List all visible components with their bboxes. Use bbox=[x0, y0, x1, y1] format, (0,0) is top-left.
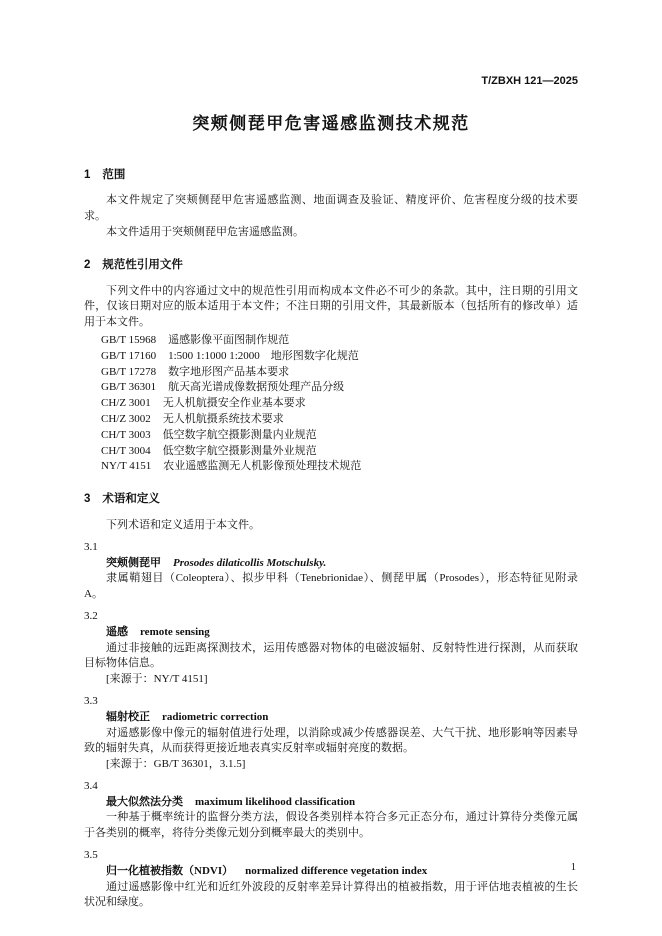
terms-intro: 下列术语和定义适用于本文件。 bbox=[106, 518, 260, 531]
term-definition: 隶属鞘翅目（Coleoptera）、拟步甲科（Tenebrionidae）、侧琵甲属（Prosodes），形态特征见附录A。 bbox=[84, 572, 578, 601]
term-entry bbox=[84, 779, 578, 842]
clause-number: 1 bbox=[84, 168, 91, 181]
reference-title: 低空数字航空摄影测量外业规范 bbox=[162, 444, 317, 457]
reference-title: 无人机航摄安全作业基本要求 bbox=[162, 397, 306, 410]
reference-code: GB/T 17278 bbox=[101, 365, 157, 378]
clause-number: 2 bbox=[84, 258, 91, 271]
clause-3-heading bbox=[84, 492, 578, 508]
term-name-en: normalized difference vegetation index bbox=[245, 864, 428, 877]
document-title: 突颊侧琵甲危害遥感监测技术规范 bbox=[192, 113, 470, 133]
scope-paragraph: 本文件规定了突颊侧琵甲危害遥感监测、地面调查及验证、精度评价、危害程度分级的技术要求。 bbox=[84, 194, 578, 223]
clause-title: 术语和定义 bbox=[102, 493, 160, 506]
term-name-zh: 突颊侧琵甲 bbox=[106, 556, 161, 569]
term-name-en: Prosodes dilaticollis Motschulsky. bbox=[173, 556, 327, 569]
term-title bbox=[84, 864, 578, 880]
term-name-en: remote sensing bbox=[140, 625, 210, 638]
term-number: 3.3 bbox=[84, 694, 98, 707]
reference-item bbox=[84, 365, 578, 381]
term-entry bbox=[84, 694, 578, 773]
term-number: 3.5 bbox=[84, 849, 98, 862]
term-number: 3.2 bbox=[84, 609, 98, 622]
reference-code: GB/T 17160 bbox=[101, 349, 157, 362]
clause-scope bbox=[84, 168, 578, 241]
term-number: 3.4 bbox=[84, 779, 98, 792]
reference-item bbox=[84, 333, 578, 349]
reference-title: 1:500 1:1000 1:2000 地形图数字化规范 bbox=[168, 349, 359, 362]
term-title bbox=[84, 556, 578, 572]
reference-item bbox=[84, 396, 578, 412]
term-entry bbox=[84, 540, 578, 603]
reference-code: CH/Z 3001 bbox=[101, 397, 151, 410]
clause-title: 范围 bbox=[102, 168, 126, 181]
reference-item bbox=[84, 349, 578, 365]
page-number: 1 bbox=[570, 862, 576, 874]
term-definition: 对遥感影像中像元的辐射值进行处理，以消除或减少传感器误差、大气干扰、地形影响等因素导致的辐射失真，从而获得更接近地表真实反射率或辐射亮度的数据。 bbox=[84, 726, 578, 755]
reference-code: GB/T 36301 bbox=[101, 381, 157, 394]
reference-title: 无人机航摄系统技术要求 bbox=[162, 412, 284, 425]
clause-terms-and-definitions bbox=[84, 492, 578, 911]
reference-title: 农业遥感监测无人机影像预处理技术规范 bbox=[163, 460, 362, 473]
references-intro: 下列文件中的内容通过文中的规范性引用而构成本文件必不可少的条款。其中，注日期的引用文件，仅该日期对应的版本适用于本文件；不注日期的引用文件，其最新版本（包括所有的修改单）适用于本文件。 bbox=[84, 284, 578, 329]
scope-paragraph: 本文件适用于突颊侧琵甲危害遥感监测。 bbox=[106, 225, 304, 238]
clause-2-heading bbox=[84, 258, 578, 274]
reference-title: 数字地形图产品基本要求 bbox=[168, 365, 290, 378]
term-name-zh: 辐射校正 bbox=[106, 710, 150, 723]
reference-code: CH/Z 3002 bbox=[101, 412, 151, 425]
term-name-en: radiometric correction bbox=[162, 710, 269, 723]
term-name-zh: 最大似然法分类 bbox=[106, 795, 183, 808]
reference-title: 遥感影像平面图制作规范 bbox=[168, 333, 290, 346]
term-definition: 一种基于概率统计的监督分类方法，假设各类别样本符合多元正态分布，通过计算待分类像元属于各类别的概率，将待分类像元划分到概率最大的类别中。 bbox=[84, 811, 578, 840]
term-title bbox=[84, 625, 578, 641]
reference-title: 低空数字航空摄影测量内业规范 bbox=[162, 428, 317, 441]
reference-list bbox=[84, 333, 578, 475]
term-definition: 通过非接触的远距离探测技术，运用传感器对物体的电磁波辐射、反射特性进行探测，从而获取目标物体信息。 bbox=[84, 641, 578, 670]
term-source: [来源于：NY/T 4151] bbox=[106, 673, 208, 686]
reference-item bbox=[84, 412, 578, 428]
term-entry bbox=[84, 609, 578, 688]
reference-title: 航天高光谱成像数据预处理产品分级 bbox=[168, 381, 345, 394]
term-title bbox=[84, 795, 578, 811]
term-entry bbox=[84, 848, 578, 911]
reference-code: CH/T 3004 bbox=[101, 444, 151, 457]
reference-code: GB/T 15968 bbox=[101, 333, 157, 346]
reference-item bbox=[84, 459, 578, 475]
term-definition: 通过遥感影像中红光和近红外波段的反射率差异计算得出的植被指数，用于评估地表植被的生长状况和绿度。 bbox=[84, 880, 578, 909]
term-name-zh: 归一化植被指数（NDVI） bbox=[106, 864, 234, 877]
term-name-en: maximum likelihood classification bbox=[195, 795, 356, 808]
reference-item bbox=[84, 444, 578, 460]
reference-code: CH/T 3003 bbox=[101, 428, 151, 441]
term-name-zh: 遥感 bbox=[106, 625, 128, 638]
term-source: [来源于：GB/T 36301，3.1.5] bbox=[106, 758, 246, 771]
doc-number: T/ZBXH 121—2025 bbox=[481, 75, 578, 87]
clause-number: 3 bbox=[84, 493, 91, 506]
reference-item bbox=[84, 428, 578, 444]
term-title bbox=[84, 710, 578, 726]
clause-1-heading bbox=[84, 168, 578, 184]
term-number: 3.1 bbox=[84, 540, 98, 553]
clause-title: 规范性引用文件 bbox=[102, 258, 183, 271]
reference-code: NY/T 4151 bbox=[101, 460, 152, 473]
reference-item bbox=[84, 380, 578, 396]
clause-normative-references bbox=[84, 258, 578, 475]
